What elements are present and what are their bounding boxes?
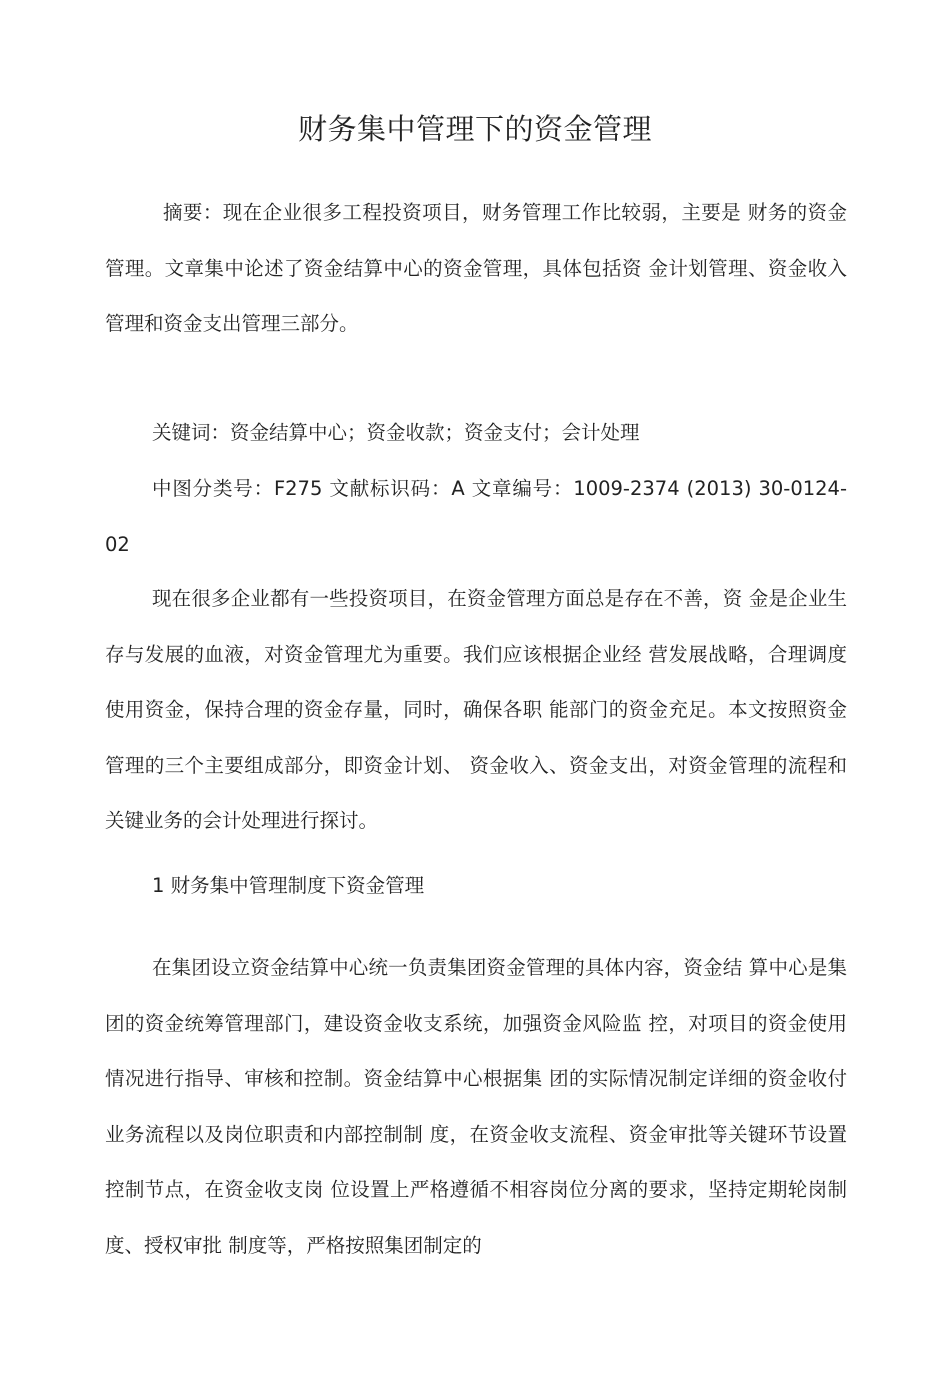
section-paragraph: 在集团设立资金结算中心统一负责集团资金管理的具体内容，资金结 算中心是集团的资金统筹管理部门，建设资金收支系统，加强资金风险监 控，对项目的资金使用情况进行指导、审核和控制。资金结算中心根据集 团的实际情况制定详细的资金收付业务流程以及岗位职责和内部控制制 度，在资金收支流程、资金审批等关键环节设置控制节点，在资金收支岗 位设置上严格遵循不相容岗位分离的要求，坚持定期轮岗制度、授权审批 制度等，严格按照集团制定的 (105, 956, 847, 1257)
abstract-paragraph: 摘要：现在企业很多工程投资项目，财务管理工作比较弱，主要是 财务的资金管理。文章集中论述了资金结算中心的资金管理，具体包括资 金计划管理、资金收入管理和资金支出管理三部分。 (105, 201, 847, 335)
classification-line: 中图分类号：F275 文献标识码：A 文章编号：1009-2374 (2013) 30-0124-02 (105, 477, 847, 556)
section-heading: 1 财务集中管理制度下资金管理 (152, 874, 425, 897)
document-title: 财务集中管理下的资金管理 (297, 112, 652, 147)
keywords-line: 关键词：资金结算中心；资金收款；资金支付；会计处理 (152, 421, 640, 444)
intro-paragraph: 现在很多企业都有一些投资项目，在资金管理方面总是存在不善，资 金是企业生存与发展的血液，对资金管理尤为重要。我们应该根据企业经 营发展战略，合理调度使用资金，保持合理的资金存量，同时，确保各职 能部门的资金充足。本文按照资金管理的三个主要组成部分，即资金计划、 资金收入、资金支出，对资金管理的流程和关键业务的会计处理进行探讨。 (105, 587, 847, 832)
